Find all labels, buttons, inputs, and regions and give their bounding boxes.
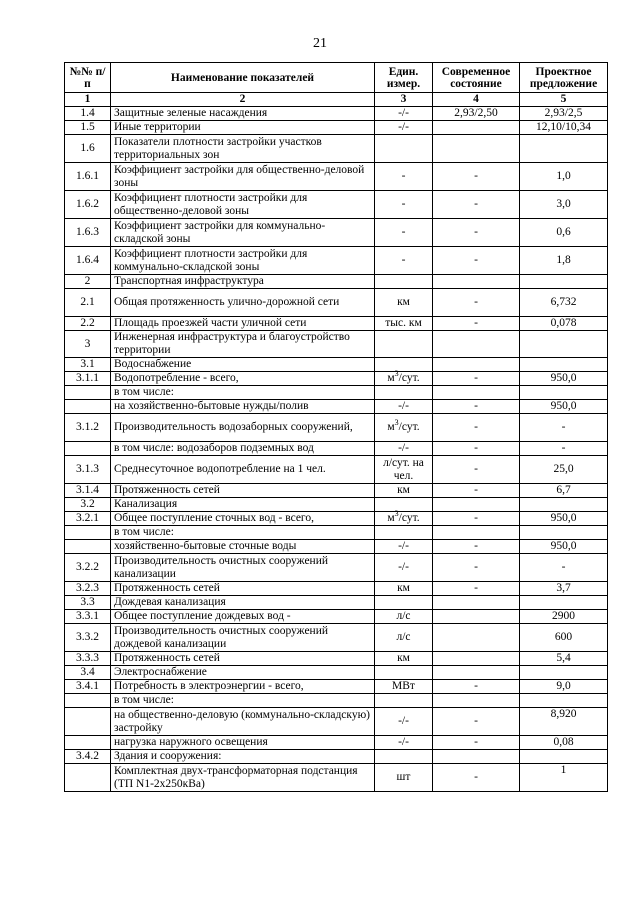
table-row xyxy=(65,317,608,331)
row-number-cell: 3.2.3 xyxy=(65,582,111,596)
row-number-cell xyxy=(65,400,111,414)
row-number-cell xyxy=(65,736,111,750)
table-row xyxy=(65,554,608,582)
row-number-cell: 3.4 xyxy=(65,666,111,680)
current-state-cell xyxy=(433,652,520,666)
indicator-name-cell: Коэффициент плотности застройки для коммунально-складской зоны xyxy=(111,247,375,275)
current-state-cell: - xyxy=(433,219,520,247)
row-number-cell xyxy=(65,386,111,400)
row-number-cell: 3.1 xyxy=(65,358,111,372)
project-proposal-cell: 950,0 xyxy=(520,540,608,554)
project-proposal-cell xyxy=(520,750,608,764)
indicator-name-cell: Производительность очистных сооружений дождевой канализации xyxy=(111,624,375,652)
table-body xyxy=(65,107,608,792)
project-proposal-cell xyxy=(520,596,608,610)
indicator-name-cell: Производительность водозаборных сооружений, xyxy=(111,414,375,442)
current-state-cell xyxy=(433,666,520,680)
unit-cell xyxy=(375,331,433,358)
row-number-cell: 1.6 xyxy=(65,135,111,163)
unit-cell xyxy=(375,750,433,764)
indicator-name-cell: в том числе: водозаборов подземных вод xyxy=(111,442,375,456)
project-proposal-cell: 6,7 xyxy=(520,484,608,498)
project-proposal-cell xyxy=(520,498,608,512)
current-state-cell: - xyxy=(433,512,520,526)
table-row xyxy=(65,456,608,484)
row-number-cell: 3.2.1 xyxy=(65,512,111,526)
row-number-cell: 3 xyxy=(65,331,111,358)
unit-cell xyxy=(375,526,433,540)
header-num: №№ п/п xyxy=(65,63,111,93)
indicator-name-cell: Общая протяженность улично-дорожной сети xyxy=(111,289,375,317)
table-row xyxy=(65,694,608,708)
table-row xyxy=(65,247,608,275)
unit-cell xyxy=(375,596,433,610)
unit-cell xyxy=(375,498,433,512)
project-proposal-cell xyxy=(520,526,608,540)
current-state-cell: - xyxy=(433,372,520,386)
unit-cell: тыс. км xyxy=(375,317,433,331)
row-number-cell xyxy=(65,694,111,708)
current-state-cell xyxy=(433,624,520,652)
project-proposal-cell: 0,6 xyxy=(520,219,608,247)
unit-cell: МВт xyxy=(375,680,433,694)
indicator-name-cell: Транспортная инфраструктура xyxy=(111,275,375,289)
project-proposal-cell: 3,0 xyxy=(520,191,608,219)
current-state-cell xyxy=(433,694,520,708)
current-state-cell: - xyxy=(433,400,520,414)
unit-cell xyxy=(375,694,433,708)
project-proposal-cell: 2,93/2,5 xyxy=(520,107,608,121)
column-number: 2 xyxy=(111,93,375,107)
unit-cell: л/с xyxy=(375,610,433,624)
table-row xyxy=(65,275,608,289)
table-row xyxy=(65,107,608,121)
table-row xyxy=(65,708,608,736)
unit-cell: л/с xyxy=(375,624,433,652)
project-proposal-cell xyxy=(520,666,608,680)
project-proposal-cell xyxy=(520,386,608,400)
table-header-row xyxy=(65,63,608,93)
indicator-name-cell: Потребность в электроэнергии - всего, xyxy=(111,680,375,694)
unit-cell: км xyxy=(375,484,433,498)
unit-cell: -/- xyxy=(375,400,433,414)
header-unit: Един. измер. xyxy=(375,63,433,93)
project-proposal-cell: 1 xyxy=(520,764,608,792)
row-number-cell: 2.1 xyxy=(65,289,111,317)
unit-cell: $м^3$/сут. xyxy=(375,372,433,386)
indicator-name-cell: Общее поступление дождевых вод - xyxy=(111,610,375,624)
unit-cell xyxy=(375,386,433,400)
row-number-cell: 3.2 xyxy=(65,498,111,512)
indicator-name-cell: Общее поступление сточных вод - всего, xyxy=(111,512,375,526)
row-number-cell: 3.3.3 xyxy=(65,652,111,666)
row-number-cell: 1.6.4 xyxy=(65,247,111,275)
table-row xyxy=(65,540,608,554)
current-state-cell xyxy=(433,331,520,358)
unit-cell: -/- xyxy=(375,107,433,121)
current-state-cell: - xyxy=(433,764,520,792)
unit-cell: - xyxy=(375,191,433,219)
table-row xyxy=(65,331,608,358)
row-number-cell: 3.3.2 xyxy=(65,624,111,652)
table-row xyxy=(65,652,608,666)
current-state-cell: - xyxy=(433,289,520,317)
current-state-cell: - xyxy=(433,163,520,191)
unit-cell: - xyxy=(375,219,433,247)
indicator-name-cell: на хозяйственно-бытовые нужды/полив xyxy=(111,400,375,414)
indicator-name-cell: нагрузка наружного освещения xyxy=(111,736,375,750)
current-state-cell: - xyxy=(433,708,520,736)
project-proposal-cell: 25,0 xyxy=(520,456,608,484)
indicators-table xyxy=(64,62,608,792)
current-state-cell: - xyxy=(433,414,520,442)
current-state-cell xyxy=(433,386,520,400)
column-number-row xyxy=(65,93,608,107)
unit-cell: км xyxy=(375,652,433,666)
unit-cell: - xyxy=(375,247,433,275)
indicator-name-cell: на общественно-деловую (коммунально-складскую) застройку xyxy=(111,708,375,736)
unit-cell: -/- xyxy=(375,736,433,750)
indicator-name-cell: хозяйственно-бытовые сточные воды xyxy=(111,540,375,554)
row-number-cell xyxy=(65,442,111,456)
column-number: 1 xyxy=(65,93,111,107)
indicator-name-cell: Площадь проезжей части уличной сети xyxy=(111,317,375,331)
page-number: 21 xyxy=(313,36,327,51)
indicator-name-cell: Защитные зеленые насаждения xyxy=(111,107,375,121)
row-number-cell: 1.6.1 xyxy=(65,163,111,191)
current-state-cell: - xyxy=(433,456,520,484)
row-number-cell: 1.6.2 xyxy=(65,191,111,219)
project-proposal-cell: 2900 xyxy=(520,610,608,624)
unit-cell xyxy=(375,666,433,680)
indicator-name-cell: Электроснабжение xyxy=(111,666,375,680)
current-state-cell: - xyxy=(433,442,520,456)
indicator-name-cell: Коэффициент застройки для общественно-деловой зоны xyxy=(111,163,375,191)
current-state-cell: - xyxy=(433,554,520,582)
project-proposal-cell: - xyxy=(520,554,608,582)
header-project: Проектное предложение xyxy=(520,63,608,93)
unit-cell: $м^3$/сут. xyxy=(375,414,433,442)
project-proposal-cell xyxy=(520,331,608,358)
current-state-cell xyxy=(433,750,520,764)
row-number-cell: 1.4 xyxy=(65,107,111,121)
table-row xyxy=(65,498,608,512)
row-number-cell: 3.3.1 xyxy=(65,610,111,624)
table-row xyxy=(65,666,608,680)
indicator-name-cell: Коэффициент застройки для коммунально-складской зоны xyxy=(111,219,375,247)
row-number-cell: 3.4.1 xyxy=(65,680,111,694)
project-proposal-cell: 0,08 xyxy=(520,736,608,750)
table-row xyxy=(65,358,608,372)
current-state-cell: - xyxy=(433,191,520,219)
project-proposal-cell: 600 xyxy=(520,624,608,652)
table-row xyxy=(65,764,608,792)
table-row xyxy=(65,163,608,191)
indicator-name-cell: Здания и сооружения: xyxy=(111,750,375,764)
header-name: Наименование показателей xyxy=(111,63,375,93)
row-number-cell xyxy=(65,526,111,540)
project-proposal-cell: 0,078 xyxy=(520,317,608,331)
row-number-cell xyxy=(65,708,111,736)
table-row xyxy=(65,624,608,652)
unit-cell xyxy=(375,358,433,372)
unit-cell: $м^3$/сут. xyxy=(375,512,433,526)
current-state-cell: - xyxy=(433,247,520,275)
project-proposal-cell: 6,732 xyxy=(520,289,608,317)
row-number-cell: 3.2.2 xyxy=(65,554,111,582)
project-proposal-cell: 950,0 xyxy=(520,400,608,414)
current-state-cell xyxy=(433,610,520,624)
indicator-name-cell: Комплектная двух-трансформаторная подстанция (ТП N1-2х250кВа) xyxy=(111,764,375,792)
row-number-cell: 1.5 xyxy=(65,121,111,135)
row-number-cell: 3.4.2 xyxy=(65,750,111,764)
project-proposal-cell xyxy=(520,358,608,372)
project-proposal-cell xyxy=(520,135,608,163)
table-row xyxy=(65,596,608,610)
table-row xyxy=(65,736,608,750)
row-number-cell: 3.1.4 xyxy=(65,484,111,498)
table-row xyxy=(65,372,608,386)
indicator-name-cell: в том числе: xyxy=(111,386,375,400)
indicator-name-cell: Производительность очистных сооружений канализации xyxy=(111,554,375,582)
current-state-cell xyxy=(433,526,520,540)
table-row xyxy=(65,484,608,498)
project-proposal-cell: - xyxy=(520,414,608,442)
current-state-cell: 2,93/2,50 xyxy=(433,107,520,121)
indicator-name-cell: Протяженность сетей xyxy=(111,582,375,596)
table-row xyxy=(65,582,608,596)
table-row xyxy=(65,414,608,442)
current-state-cell xyxy=(433,596,520,610)
table-row xyxy=(65,526,608,540)
current-state-cell: - xyxy=(433,484,520,498)
unit-cell xyxy=(375,275,433,289)
indicator-name-cell: Протяженность сетей xyxy=(111,652,375,666)
header-current: Современное состояние xyxy=(433,63,520,93)
current-state-cell xyxy=(433,275,520,289)
table-row xyxy=(65,386,608,400)
row-number-cell: 3.1.3 xyxy=(65,456,111,484)
indicator-name-cell: Водопотребление - всего, xyxy=(111,372,375,386)
current-state-cell xyxy=(433,358,520,372)
project-proposal-cell: 950,0 xyxy=(520,512,608,526)
table-row xyxy=(65,442,608,456)
unit-cell: км xyxy=(375,289,433,317)
current-state-cell: - xyxy=(433,582,520,596)
row-number-cell xyxy=(65,540,111,554)
row-number-cell xyxy=(65,764,111,792)
unit-cell: км xyxy=(375,582,433,596)
current-state-cell xyxy=(433,498,520,512)
column-number: 4 xyxy=(433,93,520,107)
indicator-name-cell: Дождевая канализация xyxy=(111,596,375,610)
indicator-name-cell: Водоснабжение xyxy=(111,358,375,372)
project-proposal-cell: 1,0 xyxy=(520,163,608,191)
row-number-cell: 1.6.3 xyxy=(65,219,111,247)
table-row xyxy=(65,121,608,135)
project-proposal-cell: 3,7 xyxy=(520,582,608,596)
project-proposal-cell: 950,0 xyxy=(520,372,608,386)
current-state-cell: - xyxy=(433,680,520,694)
project-proposal-cell: 8,920 xyxy=(520,708,608,736)
current-state-cell xyxy=(433,135,520,163)
project-proposal-cell: 5,4 xyxy=(520,652,608,666)
table-row xyxy=(65,400,608,414)
row-number-cell: 3.3 xyxy=(65,596,111,610)
project-proposal-cell: 12,10/10,34 xyxy=(520,121,608,135)
unit-cell: -/- xyxy=(375,540,433,554)
unit-cell: шт xyxy=(375,764,433,792)
unit-cell: -/- xyxy=(375,554,433,582)
unit-cell: -/- xyxy=(375,442,433,456)
project-proposal-cell: 1,8 xyxy=(520,247,608,275)
column-number: 5 xyxy=(520,93,608,107)
table-row xyxy=(65,610,608,624)
column-number: 3 xyxy=(375,93,433,107)
current-state-cell: - xyxy=(433,540,520,554)
indicator-name-cell: в том числе: xyxy=(111,694,375,708)
project-proposal-cell: 9,0 xyxy=(520,680,608,694)
row-number-cell: 2.2 xyxy=(65,317,111,331)
indicator-name-cell: Среднесуточное водопотребление на 1 чел. xyxy=(111,456,375,484)
table-row xyxy=(65,680,608,694)
project-proposal-cell: - xyxy=(520,442,608,456)
current-state-cell: - xyxy=(433,317,520,331)
indicator-name-cell: Иные территории xyxy=(111,121,375,135)
unit-cell: л/сут. на чел. xyxy=(375,456,433,484)
unit-cell: - xyxy=(375,163,433,191)
indicator-name-cell: Канализация xyxy=(111,498,375,512)
row-number-cell: 2 xyxy=(65,275,111,289)
indicator-name-cell: Показатели плотности застройки участков территориальных зон xyxy=(111,135,375,163)
unit-cell: -/- xyxy=(375,708,433,736)
indicator-name-cell: Инженерная инфраструктура и благоустройство территории xyxy=(111,331,375,358)
current-state-cell: - xyxy=(433,736,520,750)
unit-cell: -/- xyxy=(375,121,433,135)
project-proposal-cell xyxy=(520,694,608,708)
table-row xyxy=(65,219,608,247)
table-row xyxy=(65,135,608,163)
indicator-name-cell: Коэффициент плотности застройки для общественно-деловой зоны xyxy=(111,191,375,219)
current-state-cell xyxy=(433,121,520,135)
table-row xyxy=(65,289,608,317)
row-number-cell: 3.1.1 xyxy=(65,372,111,386)
indicator-name-cell: Протяженность сетей xyxy=(111,484,375,498)
project-proposal-cell xyxy=(520,275,608,289)
table-row xyxy=(65,750,608,764)
indicator-name-cell: в том числе: xyxy=(111,526,375,540)
table-row xyxy=(65,191,608,219)
unit-cell xyxy=(375,135,433,163)
row-number-cell: 3.1.2 xyxy=(65,414,111,442)
table-row xyxy=(65,512,608,526)
